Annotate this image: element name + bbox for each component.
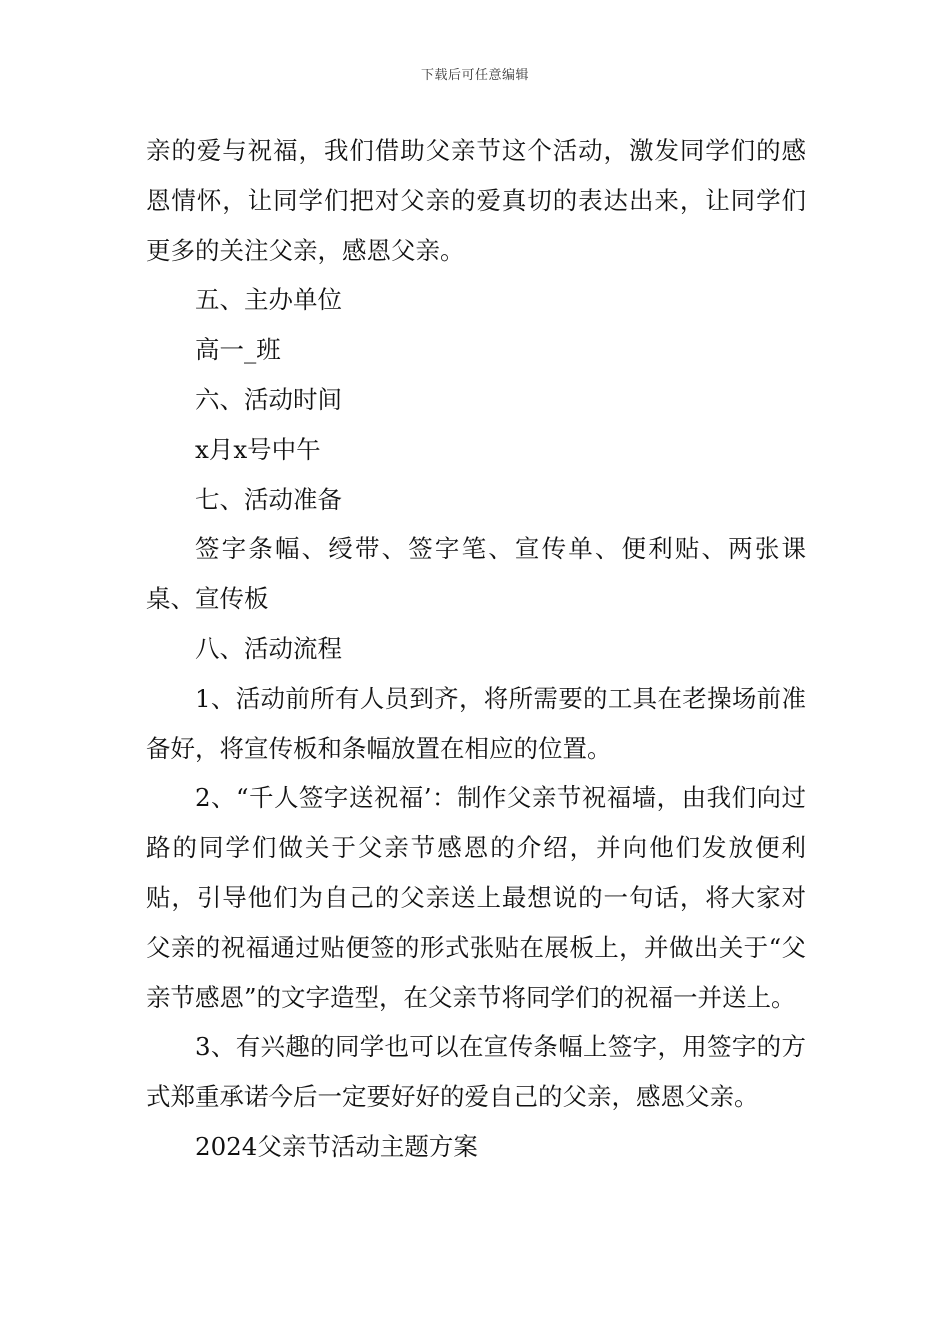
section-heading-process: 八、活动流程 [195,633,342,663]
organizer-value: 高一_班 [195,335,281,365]
process-step-3: 3、有兴趣的同学也可以在宣传条幅上签字，用签字的方式郑重承诺今后一定要好好的爱自己的父亲，感恩父亲。 [146,1032,806,1112]
process-step-2: 2、“千人签字送祝福’：制作父亲节祝福墙，由我们向过路的同学们做关于父亲节感恩的介绍，并向他们发放便利贴，引导他们为自己的父亲送上最想说的一句话，将大家对父亲的祝福通过贴便签的形式张贴在展板上，并做出关于“父亲节感恩”的文字造型，在父亲节将同学们的祝福一并送上。 [146,783,806,1012]
paragraph-continuation: 亲的爱与祝福，我们借助父亲节这个活动，激发同学们的感恩情怀，让同学们把对父亲的爱真切的表达出来，让同学们更多的关注父亲，感恩父亲。 [146,136,806,265]
preparation-value: 签字条幅、绶带、签字笔、宣传单、便利贴、两张课桌、宣传板 [146,534,806,614]
document-body [146,126,806,1172]
section-heading-preparation: 七、活动准备 [195,484,342,514]
section-heading-organizer: 五、主办单位 [195,285,342,315]
page-header-note: 下载后可任意编辑 [420,68,529,83]
time-value: x月x号中午 [195,434,321,464]
next-section-title: 2024父亲节活动主题方案 [195,1131,478,1161]
section-heading-time: 六、活动时间 [195,384,342,414]
process-step-1: 1、活动前所有人员到齐，将所需要的工具在老操场前准备好，将宣传板和条幅放置在相应的位置。 [146,683,806,763]
